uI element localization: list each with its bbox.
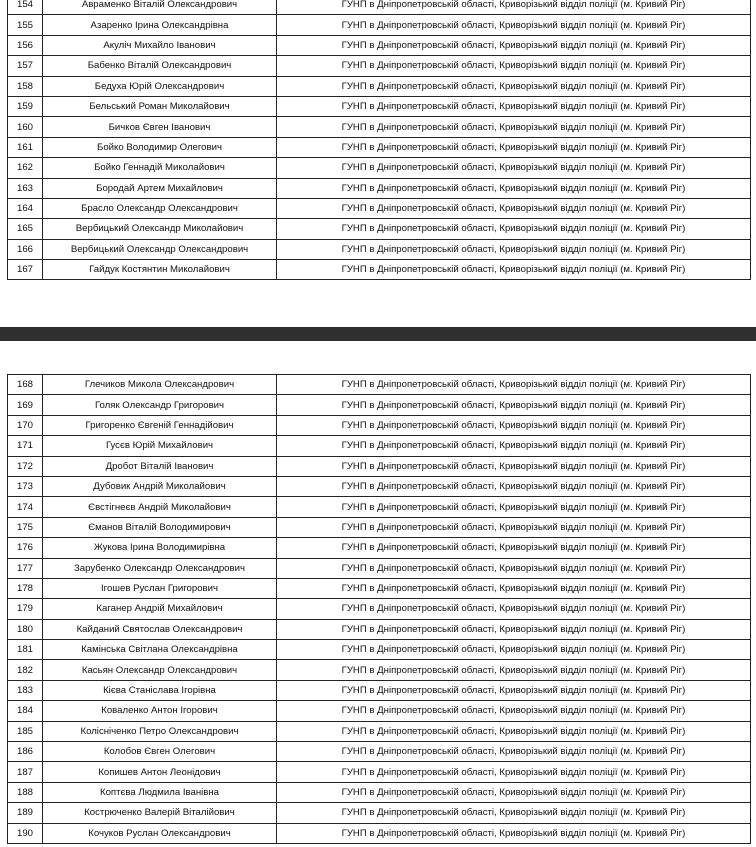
police-unit-cell: ГУНП в Дніпропетровській області, Криворізький відділ поліції (м. Кривий Ріг) — [277, 640, 751, 660]
row-number-cell: 167 — [8, 260, 43, 280]
person-name-cell: Дубовик Андрій Миколайович — [43, 476, 277, 496]
row-number-cell: 180 — [8, 619, 43, 639]
person-name-cell: Брасло Олександр Олександрович — [43, 198, 277, 218]
police-unit-cell: ГУНП в Дніпропетровській області, Криворізький відділ поліції (м. Кривий Ріг) — [277, 178, 751, 198]
table-row — [8, 0, 751, 15]
person-name-cell: Глечиков Микола Олександрович — [43, 375, 277, 395]
police-unit-cell: ГУНП в Дніпропетровській області, Криворізький відділ поліції (м. Кривий Ріг) — [277, 137, 751, 157]
police-unit-cell: ГУНП в Дніпропетровській області, Криворізький відділ поліції (м. Кривий Ріг) — [277, 239, 751, 259]
row-number-cell: 159 — [8, 96, 43, 116]
row-number-cell: 185 — [8, 721, 43, 741]
person-name-cell: Коптєва Людмила Іванівна — [43, 782, 277, 802]
police-unit-cell: ГУНП в Дніпропетровській області, Криворізький відділ поліції (м. Кривий Ріг) — [277, 517, 751, 537]
person-name-cell: Єманов Віталій Володимирович — [43, 517, 277, 537]
table-row — [8, 762, 751, 782]
row-number-cell: 182 — [8, 660, 43, 680]
police-unit-cell: ГУНП в Дніпропетровській області, Криворізький відділ поліції (м. Кривий Ріг) — [277, 660, 751, 680]
table-row — [8, 76, 751, 96]
person-name-cell: Азаренко Ірина Олександрівна — [43, 15, 277, 35]
police-unit-cell: ГУНП в Дніпропетровській області, Криворізький відділ поліції (м. Кривий Ріг) — [277, 823, 751, 843]
table-row — [8, 538, 751, 558]
police-unit-cell: ГУНП в Дніпропетровській області, Криворізький відділ поліції (м. Кривий Ріг) — [277, 56, 751, 76]
table-row — [8, 260, 751, 280]
table-row — [8, 619, 751, 639]
table-row — [8, 476, 751, 496]
person-name-cell: Бедуха Юрій Олександрович — [43, 76, 277, 96]
person-name-cell: Бойко Геннадій Миколайович — [43, 158, 277, 178]
row-number-cell: 161 — [8, 137, 43, 157]
table-row — [8, 742, 751, 762]
row-number-cell: 163 — [8, 178, 43, 198]
table-row — [8, 415, 751, 435]
police-unit-cell: ГУНП в Дніпропетровській області, Криворізький відділ поліції (м. Кривий Ріг) — [277, 538, 751, 558]
table-row — [8, 239, 751, 259]
row-number-cell: 183 — [8, 680, 43, 700]
person-name-cell: Касьян Олександр Олександрович — [43, 660, 277, 680]
person-name-cell: Бородай Артем Михайлович — [43, 178, 277, 198]
police-unit-cell: ГУНП в Дніпропетровській області, Криворізький відділ поліції (м. Кривий Ріг) — [277, 599, 751, 619]
police-unit-cell: ГУНП в Дніпропетровській області, Криворізький відділ поліції (м. Кривий Ріг) — [277, 721, 751, 741]
police-unit-cell: ГУНП в Дніпропетровській області, Криворізький відділ поліції (м. Кривий Ріг) — [277, 436, 751, 456]
police-unit-cell: ГУНП в Дніпропетровській області, Криворізький відділ поліції (м. Кривий Ріг) — [277, 456, 751, 476]
police-unit-cell: ГУНП в Дніпропетровській області, Криворізький відділ поліції (м. Кривий Ріг) — [277, 0, 751, 15]
police-unit-cell: ГУНП в Дніпропетровській області, Криворізький відділ поліції (м. Кривий Ріг) — [277, 96, 751, 116]
police-unit-cell: ГУНП в Дніпропетровській області, Криворізький відділ поліції (м. Кривий Ріг) — [277, 260, 751, 280]
table-row — [8, 219, 751, 239]
row-number-cell: 184 — [8, 701, 43, 721]
person-name-cell: Вербицький Олександр Миколайович — [43, 219, 277, 239]
table-row — [8, 436, 751, 456]
police-unit-cell: ГУНП в Дніпропетровській області, Криворізький відділ поліції (м. Кривий Ріг) — [277, 803, 751, 823]
row-number-cell: 190 — [8, 823, 43, 843]
person-name-cell: Гайдук Костянтин Миколайович — [43, 260, 277, 280]
table-row — [8, 660, 751, 680]
person-name-cell: Копишев Антон Леонідович — [43, 762, 277, 782]
police-unit-cell: ГУНП в Дніпропетровській області, Криворізький відділ поліції (м. Кривий Ріг) — [277, 219, 751, 239]
row-number-cell: 170 — [8, 415, 43, 435]
police-unit-cell: ГУНП в Дніпропетровській області, Криворізький відділ поліції (м. Кривий Ріг) — [277, 782, 751, 802]
police-unit-cell: ГУНП в Дніпропетровській області, Криворізький відділ поліції (м. Кривий Ріг) — [277, 375, 751, 395]
person-name-cell: Жукова Ірина Володимирівна — [43, 538, 277, 558]
row-number-cell: 165 — [8, 219, 43, 239]
table-row — [8, 117, 751, 137]
person-name-cell: Колісніченко Петро Олександрович — [43, 721, 277, 741]
police-unit-cell: ГУНП в Дніпропетровській області, Криворізький відділ поліції (м. Кривий Ріг) — [277, 762, 751, 782]
row-number-cell: 173 — [8, 476, 43, 496]
person-name-cell: Ігошев Руслан Григорович — [43, 578, 277, 598]
table-row — [8, 578, 751, 598]
row-number-cell: 154 — [8, 0, 43, 15]
table-row — [8, 680, 751, 700]
person-name-cell: Кайданий Святослав Олександрович — [43, 619, 277, 639]
person-name-cell: Голяк Олександр Григорович — [43, 395, 277, 415]
person-name-cell: Камінська Світлана Олександрівна — [43, 640, 277, 660]
row-number-cell: 155 — [8, 15, 43, 35]
row-number-cell: 171 — [8, 436, 43, 456]
person-name-cell: Зарубенко Олександр Олександрович — [43, 558, 277, 578]
table-row — [8, 823, 751, 843]
police-unit-cell: ГУНП в Дніпропетровській області, Криворізький відділ поліції (м. Кривий Ріг) — [277, 15, 751, 35]
row-number-cell: 181 — [8, 640, 43, 660]
police-unit-cell: ГУНП в Дніпропетровській області, Криворізький відділ поліції (м. Кривий Ріг) — [277, 198, 751, 218]
police-unit-cell: ГУНП в Дніпропетровській області, Криворізький відділ поліції (м. Кривий Ріг) — [277, 158, 751, 178]
document-page-2 — [0, 341, 756, 847]
police-unit-cell: ГУНП в Дніпропетровській області, Криворізький відділ поліції (м. Кривий Ріг) — [277, 395, 751, 415]
police-unit-cell: ГУНП в Дніпропетровській області, Криворізький відділ поліції (м. Кривий Ріг) — [277, 35, 751, 55]
person-name-cell: Бельський Роман Миколайович — [43, 96, 277, 116]
police-unit-cell: ГУНП в Дніпропетровській області, Криворізький відділ поліції (м. Кривий Ріг) — [277, 117, 751, 137]
police-unit-cell: ГУНП в Дніпропетровській області, Криворізький відділ поліції (м. Кривий Ріг) — [277, 578, 751, 598]
row-number-cell: 187 — [8, 762, 43, 782]
table-row — [8, 56, 751, 76]
police-unit-cell: ГУНП в Дніпропетровській області, Криворізький відділ поліції (м. Кривий Ріг) — [277, 415, 751, 435]
row-number-cell: 157 — [8, 56, 43, 76]
personnel-table-page-2 — [7, 374, 751, 844]
person-name-cell: Бойко Володимир Олегович — [43, 137, 277, 157]
row-number-cell: 158 — [8, 76, 43, 96]
person-name-cell: Авраменко Віталій Олександрович — [43, 0, 277, 15]
person-name-cell: Кієва Станіслава Ігорівна — [43, 680, 277, 700]
row-number-cell: 156 — [8, 35, 43, 55]
table-row — [8, 96, 751, 116]
row-number-cell: 162 — [8, 158, 43, 178]
person-name-cell: Кочуков Руслан Олександрович — [43, 823, 277, 843]
police-unit-cell: ГУНП в Дніпропетровській області, Криворізький відділ поліції (м. Кривий Ріг) — [277, 742, 751, 762]
person-name-cell: Колобов Євген Олегович — [43, 742, 277, 762]
row-number-cell: 169 — [8, 395, 43, 415]
row-number-cell: 168 — [8, 375, 43, 395]
person-name-cell: Бичков Євген Іванович — [43, 117, 277, 137]
table-row — [8, 456, 751, 476]
table-row — [8, 721, 751, 741]
row-number-cell: 175 — [8, 517, 43, 537]
document-page-1 — [0, 0, 756, 327]
row-number-cell: 179 — [8, 599, 43, 619]
row-number-cell: 160 — [8, 117, 43, 137]
person-name-cell: Вербицький Олександр Олександрович — [43, 239, 277, 259]
row-number-cell: 166 — [8, 239, 43, 259]
police-unit-cell: ГУНП в Дніпропетровській області, Криворізький відділ поліції (м. Кривий Ріг) — [277, 701, 751, 721]
personnel-table-page-1 — [7, 0, 751, 280]
row-number-cell: 177 — [8, 558, 43, 578]
table-row — [8, 640, 751, 660]
table-row — [8, 599, 751, 619]
person-name-cell: Дробот Віталій Іванович — [43, 456, 277, 476]
person-name-cell: Євстігнеєв Андрій Миколайович — [43, 497, 277, 517]
page-separator — [0, 327, 756, 341]
police-unit-cell: ГУНП в Дніпропетровській області, Криворізький відділ поліції (м. Кривий Ріг) — [277, 497, 751, 517]
police-unit-cell: ГУНП в Дніпропетровській області, Криворізький відділ поліції (м. Кривий Ріг) — [277, 558, 751, 578]
police-unit-cell: ГУНП в Дніпропетровській області, Криворізький відділ поліції (м. Кривий Ріг) — [277, 476, 751, 496]
row-number-cell: 174 — [8, 497, 43, 517]
row-number-cell: 176 — [8, 538, 43, 558]
table-row — [8, 15, 751, 35]
row-number-cell: 178 — [8, 578, 43, 598]
table-row — [8, 782, 751, 802]
row-number-cell: 164 — [8, 198, 43, 218]
person-name-cell: Бабенко Віталій Олександрович — [43, 56, 277, 76]
police-unit-cell: ГУНП в Дніпропетровській області, Криворізький відділ поліції (м. Кривий Ріг) — [277, 76, 751, 96]
table-row — [8, 497, 751, 517]
table-row — [8, 701, 751, 721]
table-row — [8, 198, 751, 218]
table-row — [8, 517, 751, 537]
table-row — [8, 178, 751, 198]
police-unit-cell: ГУНП в Дніпропетровській області, Криворізький відділ поліції (м. Кривий Ріг) — [277, 680, 751, 700]
person-name-cell: Григоренко Євгеній Геннадійович — [43, 415, 277, 435]
person-name-cell: Гусєв Юрій Михайлович — [43, 436, 277, 456]
row-number-cell: 172 — [8, 456, 43, 476]
table-row — [8, 375, 751, 395]
person-name-cell: Акуліч Михайло Іванович — [43, 35, 277, 55]
table-row — [8, 137, 751, 157]
person-name-cell: Каганер Андрій Михайлович — [43, 599, 277, 619]
table-row — [8, 35, 751, 55]
table-row — [8, 803, 751, 823]
row-number-cell: 186 — [8, 742, 43, 762]
table-row — [8, 558, 751, 578]
table-row — [8, 158, 751, 178]
person-name-cell: Кострюченко Валерій Віталійович — [43, 803, 277, 823]
person-name-cell: Коваленко Антон Ігорович — [43, 701, 277, 721]
table-row — [8, 395, 751, 415]
row-number-cell: 189 — [8, 803, 43, 823]
row-number-cell: 188 — [8, 782, 43, 802]
police-unit-cell: ГУНП в Дніпропетровській області, Криворізький відділ поліції (м. Кривий Ріг) — [277, 619, 751, 639]
